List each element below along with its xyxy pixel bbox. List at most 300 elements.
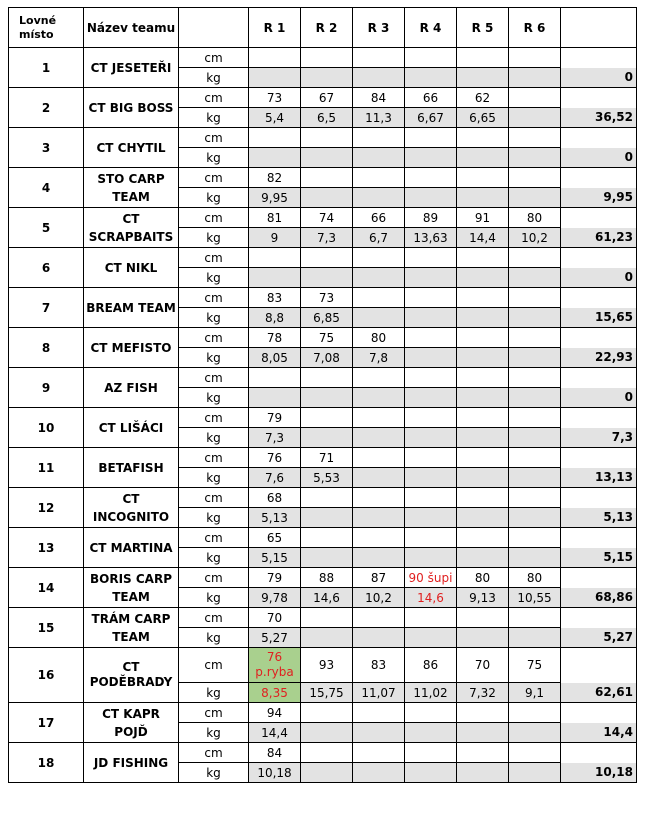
length-cell (353, 168, 405, 188)
header-unit (179, 8, 249, 48)
weight-cell (457, 763, 509, 783)
weight-cell: 10,2 (353, 588, 405, 608)
length-cell: 62 (457, 88, 509, 108)
unit-cm-cell: cm (179, 48, 249, 68)
unit-kg-cell: kg (179, 188, 249, 208)
unit-cm-cell: cm (179, 408, 249, 428)
unit-kg-cell: kg (179, 548, 249, 568)
total-weight-cell: 61,23 (561, 228, 637, 248)
length-cell: 79 (249, 568, 301, 588)
weight-cell (509, 428, 561, 448)
team-row-cm (9, 703, 637, 723)
total-weight-cell: 14,4 (561, 723, 637, 743)
total-weight-cell: 62,61 (561, 683, 637, 703)
weight-cell (301, 68, 353, 88)
weight-cell: 9,95 (249, 188, 301, 208)
length-cell: 93 (301, 648, 353, 683)
length-cell (249, 128, 301, 148)
length-cell (301, 128, 353, 148)
weight-cell (249, 388, 301, 408)
weight-cell (353, 723, 405, 743)
place-cell: 15 (9, 608, 84, 648)
weight-cell (353, 268, 405, 288)
length-cell: 67 (301, 88, 353, 108)
length-cell: 65 (249, 528, 301, 548)
length-cell: 74 (301, 208, 353, 228)
team-row-cm (9, 368, 637, 388)
weight-cell (405, 268, 457, 288)
length-cell (457, 288, 509, 308)
length-cell (301, 168, 353, 188)
length-cell (405, 528, 457, 548)
length-cell (509, 168, 561, 188)
length-cell (509, 488, 561, 508)
length-cell (405, 608, 457, 628)
team-row-cm (9, 288, 637, 308)
unit-cm-cell: cm (179, 328, 249, 348)
total-weight-cell: 22,93 (561, 348, 637, 368)
header-round: R 6 (509, 8, 561, 48)
weight-cell: 9 (249, 228, 301, 248)
length-cell: 70 (249, 608, 301, 628)
unit-cm-cell: cm (179, 703, 249, 723)
length-cell: 84 (249, 743, 301, 763)
length-cell (301, 48, 353, 68)
length-cell (509, 368, 561, 388)
length-cell: 68 (249, 488, 301, 508)
weight-cell (301, 388, 353, 408)
team-name-cell: JD FISHING (84, 743, 179, 783)
length-cell (509, 408, 561, 428)
team-row-cm (9, 408, 637, 428)
length-cell (457, 488, 509, 508)
weight-cell (353, 628, 405, 648)
weight-cell (405, 348, 457, 368)
place-cell: 7 (9, 288, 84, 328)
length-cell: 80 (509, 568, 561, 588)
team-row-cm (9, 528, 637, 548)
weight-cell: 9,13 (457, 588, 509, 608)
total-cm-cell (561, 208, 637, 228)
length-cell: 94 (249, 703, 301, 723)
team-row-cm (9, 88, 637, 108)
total-cm-cell (561, 488, 637, 508)
place-cell: 9 (9, 368, 84, 408)
weight-cell (353, 148, 405, 168)
total-weight-cell: 10,18 (561, 763, 637, 783)
weight-cell (457, 548, 509, 568)
total-cm-cell (561, 328, 637, 348)
length-cell (301, 488, 353, 508)
place-cell: 18 (9, 743, 84, 783)
weight-cell (405, 548, 457, 568)
total-weight-cell: 9,95 (561, 188, 637, 208)
weight-cell (509, 268, 561, 288)
unit-kg-cell: kg (179, 148, 249, 168)
weight-cell (353, 308, 405, 328)
weight-cell: 5,53 (301, 468, 353, 488)
place-cell: 10 (9, 408, 84, 448)
team-name-cell: BETAFISH (84, 448, 179, 488)
weight-cell: 5,4 (249, 108, 301, 128)
weight-cell: 6,67 (405, 108, 457, 128)
length-cell (353, 743, 405, 763)
length-cell: 76 p.ryba (249, 648, 301, 683)
length-cell (509, 128, 561, 148)
total-weight-cell: 36,52 (561, 108, 637, 128)
unit-cm-cell: cm (179, 528, 249, 548)
place-cell: 17 (9, 703, 84, 743)
weight-cell: 14,4 (457, 228, 509, 248)
length-cell (405, 368, 457, 388)
team-name-cell: CT JESETEŘI (84, 48, 179, 88)
weight-cell (405, 723, 457, 743)
total-cm-cell (561, 528, 637, 548)
length-cell: 73 (249, 88, 301, 108)
weight-cell (457, 723, 509, 743)
length-cell (457, 328, 509, 348)
team-row-cm (9, 568, 637, 588)
length-cell (509, 703, 561, 723)
length-cell: 80 (457, 568, 509, 588)
weight-cell: 13,63 (405, 228, 457, 248)
total-cm-cell (561, 608, 637, 628)
unit-cm-cell: cm (179, 448, 249, 468)
weight-cell (457, 388, 509, 408)
weight-cell (509, 108, 561, 128)
place-cell: 5 (9, 208, 84, 248)
weight-cell (249, 268, 301, 288)
weight-cell (405, 508, 457, 528)
length-cell (457, 48, 509, 68)
weight-cell (405, 428, 457, 448)
length-cell: 83 (353, 648, 405, 683)
length-cell (301, 743, 353, 763)
weight-cell: 7,08 (301, 348, 353, 368)
place-cell: 16 (9, 648, 84, 703)
unit-kg-cell: kg (179, 763, 249, 783)
total-weight-cell: 68,86 (561, 588, 637, 608)
length-cell: 83 (249, 288, 301, 308)
unit-kg-cell: kg (179, 108, 249, 128)
unit-kg-cell: kg (179, 588, 249, 608)
weight-cell (301, 508, 353, 528)
team-row-cm (9, 168, 637, 188)
unit-cm-cell: cm (179, 608, 249, 628)
weight-cell (301, 763, 353, 783)
unit-kg-cell: kg (179, 388, 249, 408)
length-cell (509, 743, 561, 763)
weight-cell (405, 68, 457, 88)
weight-cell (353, 388, 405, 408)
team-row-cm (9, 328, 637, 348)
length-cell (457, 608, 509, 628)
weight-cell (353, 428, 405, 448)
length-cell: 76 (249, 448, 301, 468)
length-cell (457, 448, 509, 468)
length-cell (405, 288, 457, 308)
length-cell (405, 703, 457, 723)
unit-cm-cell: cm (179, 288, 249, 308)
weight-cell (353, 68, 405, 88)
length-cell (405, 128, 457, 148)
team-name-cell: AZ FISH (84, 368, 179, 408)
total-cm-cell (561, 288, 637, 308)
length-cell (509, 448, 561, 468)
weight-cell (509, 763, 561, 783)
results-body (9, 48, 637, 783)
length-cell (405, 48, 457, 68)
weight-cell: 8,35 (249, 683, 301, 703)
total-weight-cell: 15,65 (561, 308, 637, 328)
length-cell (457, 528, 509, 548)
weight-cell (457, 188, 509, 208)
length-cell (353, 703, 405, 723)
place-cell: 2 (9, 88, 84, 128)
weight-cell (509, 628, 561, 648)
weight-cell (509, 508, 561, 528)
place-cell: 4 (9, 168, 84, 208)
length-cell (249, 248, 301, 268)
weight-cell (405, 763, 457, 783)
weight-cell: 11,02 (405, 683, 457, 703)
header-round: R 2 (301, 8, 353, 48)
weight-cell: 15,75 (301, 683, 353, 703)
unit-kg-cell: kg (179, 508, 249, 528)
weight-cell (509, 388, 561, 408)
length-cell: 82 (249, 168, 301, 188)
unit-cm-cell: cm (179, 128, 249, 148)
weight-cell (301, 268, 353, 288)
length-cell (353, 448, 405, 468)
unit-kg-cell: kg (179, 468, 249, 488)
weight-cell: 14,4 (249, 723, 301, 743)
weight-cell (457, 468, 509, 488)
total-weight-cell: 5,13 (561, 508, 637, 528)
weight-cell (353, 508, 405, 528)
length-cell (509, 608, 561, 628)
weight-cell (353, 188, 405, 208)
weight-cell (353, 468, 405, 488)
team-name-cell: CT PODĚBRADY (84, 648, 179, 703)
team-row-cm (9, 448, 637, 468)
header-round: R 4 (405, 8, 457, 48)
team-name-cell: CT INCOGNITO (84, 488, 179, 528)
place-cell: 12 (9, 488, 84, 528)
length-cell (509, 528, 561, 548)
team-row-cm (9, 248, 637, 268)
weight-cell: 7,32 (457, 683, 509, 703)
total-cm-cell (561, 48, 637, 68)
team-row-cm (9, 608, 637, 628)
length-cell (457, 248, 509, 268)
weight-cell (301, 428, 353, 448)
weight-cell (509, 148, 561, 168)
length-cell: 89 (405, 208, 457, 228)
header-row (9, 8, 637, 48)
length-cell: 79 (249, 408, 301, 428)
unit-cm-cell: cm (179, 568, 249, 588)
total-weight-cell: 5,15 (561, 548, 637, 568)
unit-kg-cell: kg (179, 428, 249, 448)
unit-kg-cell: kg (179, 308, 249, 328)
length-cell (353, 488, 405, 508)
weight-cell: 6,7 (353, 228, 405, 248)
weight-cell (457, 148, 509, 168)
weight-cell: 11,3 (353, 108, 405, 128)
weight-cell: 5,27 (249, 628, 301, 648)
team-name-cell: CT LIŠÁCI (84, 408, 179, 448)
weight-cell: 5,13 (249, 508, 301, 528)
total-cm-cell (561, 248, 637, 268)
length-cell (353, 408, 405, 428)
unit-kg-cell: kg (179, 228, 249, 248)
weight-cell (457, 428, 509, 448)
total-cm-cell (561, 368, 637, 388)
length-cell: 90 šupi (405, 568, 457, 588)
weight-cell: 6,85 (301, 308, 353, 328)
weight-cell: 10,2 (509, 228, 561, 248)
weight-cell (405, 188, 457, 208)
unit-cm-cell: cm (179, 208, 249, 228)
weight-cell (405, 388, 457, 408)
length-cell (509, 328, 561, 348)
team-name-cell: TRÁM CARP TEAM (84, 608, 179, 648)
total-cm-cell (561, 743, 637, 763)
total-weight-cell: 0 (561, 388, 637, 408)
length-cell: 75 (301, 328, 353, 348)
weight-cell (301, 188, 353, 208)
length-cell: 70 (457, 648, 509, 683)
total-cm-cell (561, 168, 637, 188)
header-team: Název teamu (84, 8, 179, 48)
length-cell: 84 (353, 88, 405, 108)
weight-cell: 9,1 (509, 683, 561, 703)
length-cell: 87 (353, 568, 405, 588)
team-name-cell: CT SCRAPBAITS (84, 208, 179, 248)
total-weight-cell: 0 (561, 68, 637, 88)
weight-cell (509, 308, 561, 328)
length-cell (405, 448, 457, 468)
length-cell (405, 488, 457, 508)
length-cell (457, 128, 509, 148)
length-cell (509, 288, 561, 308)
team-row-cm (9, 48, 637, 68)
unit-kg-cell: kg (179, 348, 249, 368)
unit-cm-cell: cm (179, 743, 249, 763)
place-cell: 1 (9, 48, 84, 88)
total-weight-cell: 0 (561, 148, 637, 168)
total-cm-cell (561, 568, 637, 588)
length-cell (457, 168, 509, 188)
length-cell (353, 128, 405, 148)
weight-cell (509, 548, 561, 568)
length-cell: 88 (301, 568, 353, 588)
unit-kg-cell: kg (179, 268, 249, 288)
total-cm-cell (561, 648, 637, 683)
team-name-cell: BORIS CARP TEAM (84, 568, 179, 608)
weight-cell: 7,3 (301, 228, 353, 248)
weight-cell (509, 68, 561, 88)
weight-cell: 10,18 (249, 763, 301, 783)
team-row-cm (9, 128, 637, 148)
length-cell (301, 408, 353, 428)
weight-cell: 6,65 (457, 108, 509, 128)
length-cell (457, 743, 509, 763)
weight-cell: 14,6 (301, 588, 353, 608)
team-row-cm (9, 208, 637, 228)
length-cell: 81 (249, 208, 301, 228)
team-name-cell: CT MEFISTO (84, 328, 179, 368)
weight-cell: 11,07 (353, 683, 405, 703)
length-cell: 80 (509, 208, 561, 228)
weight-cell (457, 628, 509, 648)
length-cell: 71 (301, 448, 353, 468)
team-name-cell: CT MARTINA (84, 528, 179, 568)
length-cell: 80 (353, 328, 405, 348)
weight-cell (457, 68, 509, 88)
total-weight-cell: 0 (561, 268, 637, 288)
weight-cell (405, 308, 457, 328)
unit-cm-cell: cm (179, 88, 249, 108)
weight-cell (509, 468, 561, 488)
total-weight-cell: 13,13 (561, 468, 637, 488)
weight-cell (457, 268, 509, 288)
unit-cm-cell: cm (179, 248, 249, 268)
total-cm-cell (561, 408, 637, 428)
total-cm-cell (561, 88, 637, 108)
team-name-cell: CT CHYTIL (84, 128, 179, 168)
weight-cell: 5,15 (249, 548, 301, 568)
weight-cell: 7,3 (249, 428, 301, 448)
length-cell (509, 248, 561, 268)
weight-cell (249, 148, 301, 168)
place-cell: 3 (9, 128, 84, 168)
weight-cell (405, 468, 457, 488)
place-cell: 6 (9, 248, 84, 288)
header-round: R 1 (249, 8, 301, 48)
length-cell (353, 368, 405, 388)
length-cell (457, 368, 509, 388)
unit-cm-cell: cm (179, 488, 249, 508)
unit-kg-cell: kg (179, 723, 249, 743)
length-cell: 66 (353, 208, 405, 228)
weight-cell (457, 508, 509, 528)
place-cell: 8 (9, 328, 84, 368)
length-cell (405, 248, 457, 268)
length-cell: 73 (301, 288, 353, 308)
team-name-cell: CT BIG BOSS (84, 88, 179, 128)
header-round: R 5 (457, 8, 509, 48)
weight-cell (509, 723, 561, 743)
team-row-cm (9, 488, 637, 508)
length-cell (249, 48, 301, 68)
length-cell (301, 248, 353, 268)
place-cell: 14 (9, 568, 84, 608)
length-cell (457, 703, 509, 723)
weight-cell: 7,6 (249, 468, 301, 488)
unit-kg-cell: kg (179, 683, 249, 703)
weight-cell (301, 548, 353, 568)
weight-cell: 6,5 (301, 108, 353, 128)
length-cell: 66 (405, 88, 457, 108)
length-cell (301, 608, 353, 628)
place-cell: 13 (9, 528, 84, 568)
weight-cell: 8,05 (249, 348, 301, 368)
team-name-cell: CT KAPR POJĎ (84, 703, 179, 743)
length-cell (405, 408, 457, 428)
length-cell (457, 408, 509, 428)
